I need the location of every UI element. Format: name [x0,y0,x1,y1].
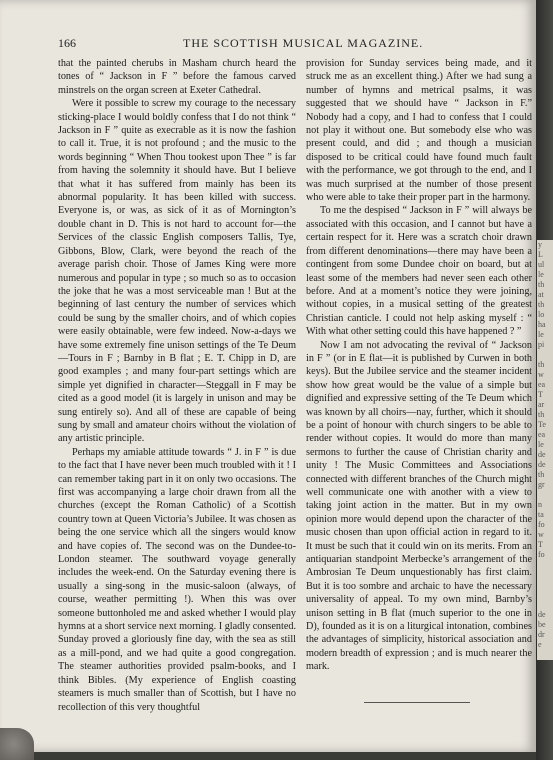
edge-fragment: de [538,610,546,619]
edge-fragment: w [538,370,544,379]
paragraph: Now I am not advocating the revival of “ Jackson in F ” (or in E flat—it is published by Curwen in both keys). But the Jubilee service and the steamer incident show how great would be the value of a simple but dignified and expressive setting of the Te Deum which was known by all choirs—nay, further, which it should be a point of honour with church singers to be able to render without copies. It would do more than many sermons to further the cause of Christian charity and unity ! The Music Committees and Associations connected with different branches of the Church might well communicate one with another with a view to taking joint action in the matter. But in my own opinion more would depend upon the character of the music chosen than upon official action in regard to it. It must be such that it could win on its merits. From an antiquarian standpoint Merbecke’s arrangement of the Ambrosian Te Deum unquestionably has first claim. But it is too sombre and archaic to have the necessary universality of appeal. To my own mind, Barnby’s unison setting in B flat (much superior to the one in D), founded as it is on a liturgical intonation, combines the advantages of simplicity, historical association and modern breadth of expression ; and is much nearer the mark. [306,339,532,673]
edge-fragment: w [538,530,544,539]
edge-fragment: th [538,410,545,419]
edge-fragment [537,490,553,500]
running-title: THE SCOTTISH MUSICAL MAGAZINE. [183,36,424,50]
edge-fragment: th [538,280,545,289]
edge-fragment [537,560,553,570]
edge-fragment: e [538,640,542,649]
edge-fragment: th [538,470,545,479]
edge-fragment [537,570,553,580]
paragraph: provision for Sunday services being made, and it struck me as an excellent thing.) After we had sung a number of hymns and metrical psalms, it was suggested that we should have “ Jackson in F.” Nobody had a copy, and I had to confess that I could not play it without one. But somebody else who was present could, and did ; and though a musician disposed to be critical could have found much fault with the performance, we got through to the end, and I was much surprised at the number of those present who were able to take their proper part in the harmony. [306,58,532,204]
edge-fragment: le [538,440,544,449]
edge-fragment: th [538,300,545,309]
edge-fragment: y [538,240,542,249]
section-rule [364,702,470,703]
edge-fragment: fo [538,550,545,559]
edge-fragment [537,350,553,360]
paragraph: Perhaps my amiable attitude towards “ J. in F ” is due to the fact that I have never been much troubled with it ! I can remember taking part in it on only two occasions. The first was accompanying a large choir drawn from all the churches (except the Roman Catholic) of a Scottish country town at Queen Victoria’s Jubilee. It was chosen as being the one service which all the singers would know and have copies of. The second was on the Dundee-to-London steamer. The southward voyage generally includes the week-end. On the Saturday evening there is usually a sing-song in the music-saloon (always, of course, weather permitting !). When this was over someone buttonholed me and asked whether I would play hymns at a short service next morning. I gladly consented. Sunday proved a gloriously fine day, with the sea as still as a mill-pond, and we had quite a good congregation. The steamer authorities provided psalm-books, and I think Bibles. (My experience of English coasting steamers is much smaller than of Scottish, but I have no recollection of this very thoughtful [58,446,296,713]
left-column [58,57,296,714]
right-column [306,57,532,674]
edge-fragment: ha [538,320,546,329]
edge-fragment: th [538,360,545,369]
thumb-shadow [0,728,34,760]
paragraph: To me the despised “ Jackson in F ” will always be associated with this occasion, and I cannot but have a certain respect for it. Here was a scratch choir drawn from different denominations—there may have been a contingent from some Dundee choir on board, but at least some of the members had never seen each other before. And at a moment’s notice they were joining, without copies, in a musical setting of the greatest Christian canticle. I could not help asking myself : “ With what other setting could this have happened ? ” [306,205,532,338]
edge-fragment: n [538,500,542,509]
edge-fragment [537,600,553,610]
edge-fragment: le [538,330,544,339]
paragraph: Were it possible to screw my courage to the necessary sticking-place I would boldly confess that I do not think “ Jackson in F ” quite as execrable as it is now the fashion to call it. True, it is not profound ; and the music to the words beginning “ When Thou tookest upon Thee ” is far from having the solemnity it should have. But I believe that what it has suffered from mainly has been its abnormal popularity. It has been killed with success. Everyone is, or was, as sick of it as of Mornington’s double chant in D. This is not hard to account for—the Services of the classic English composers Tallis, Tye, Gibbons, Blow, Clark, were beyond the reach of the average parish choir. Those of James King were more numerous and popular in type ; so much so as to occasion the joke that he was a most serviceable man ! But at the beginning of last century the number of services which could be sung by the smaller choirs, and of which copies were easily obtainable, were few indeed. Now-a-days we have some extremely fine unison settings of the Te Deum—Tours in F ; Barnby in B flat ; E. T. Chipp in D, are good examples ; and many four-part settings which are simple yet dignified in character—Steggall in F may be cited as a good model (it is largely in unison and may be sung entirely so). And all of these are capable of being sung by small and amateur choirs without the violation of any artistic principle. [58,98,296,445]
edge-fragment: pi [538,340,545,349]
edge-fragment: dr [538,630,545,639]
edge-fragment: ar [538,400,545,409]
edge-fragment: L [538,250,543,259]
edge-fragment: T [538,540,543,549]
edge-fragment: Te [538,420,546,429]
edge-fragment: ea [538,430,546,439]
facing-page-edge [537,240,553,660]
edge-fragment: lo [538,310,545,319]
page-number: 166 [58,36,76,50]
edge-fragment: fo [538,520,545,529]
edge-fragment: at [538,290,544,299]
edge-fragment: de [538,450,546,459]
edge-fragment: ul [538,260,545,269]
edge-fragment [537,590,553,600]
edge-fragment: gr [538,480,545,489]
edge-fragment: ta [538,510,544,519]
edge-fragment [537,580,553,590]
paragraph: that the painted cherubs in Masham church heard the tones of “ Jackson in F ” before the famous carved minstrels on the organ screen at Exeter Cathedral. [58,58,296,96]
page-header [58,36,534,52]
edge-fragment: ea [538,380,546,389]
edge-fragment: T [538,390,543,399]
edge-fragment: be [538,620,546,629]
edge-fragment: de [538,460,546,469]
edge-fragment: le [538,270,544,279]
